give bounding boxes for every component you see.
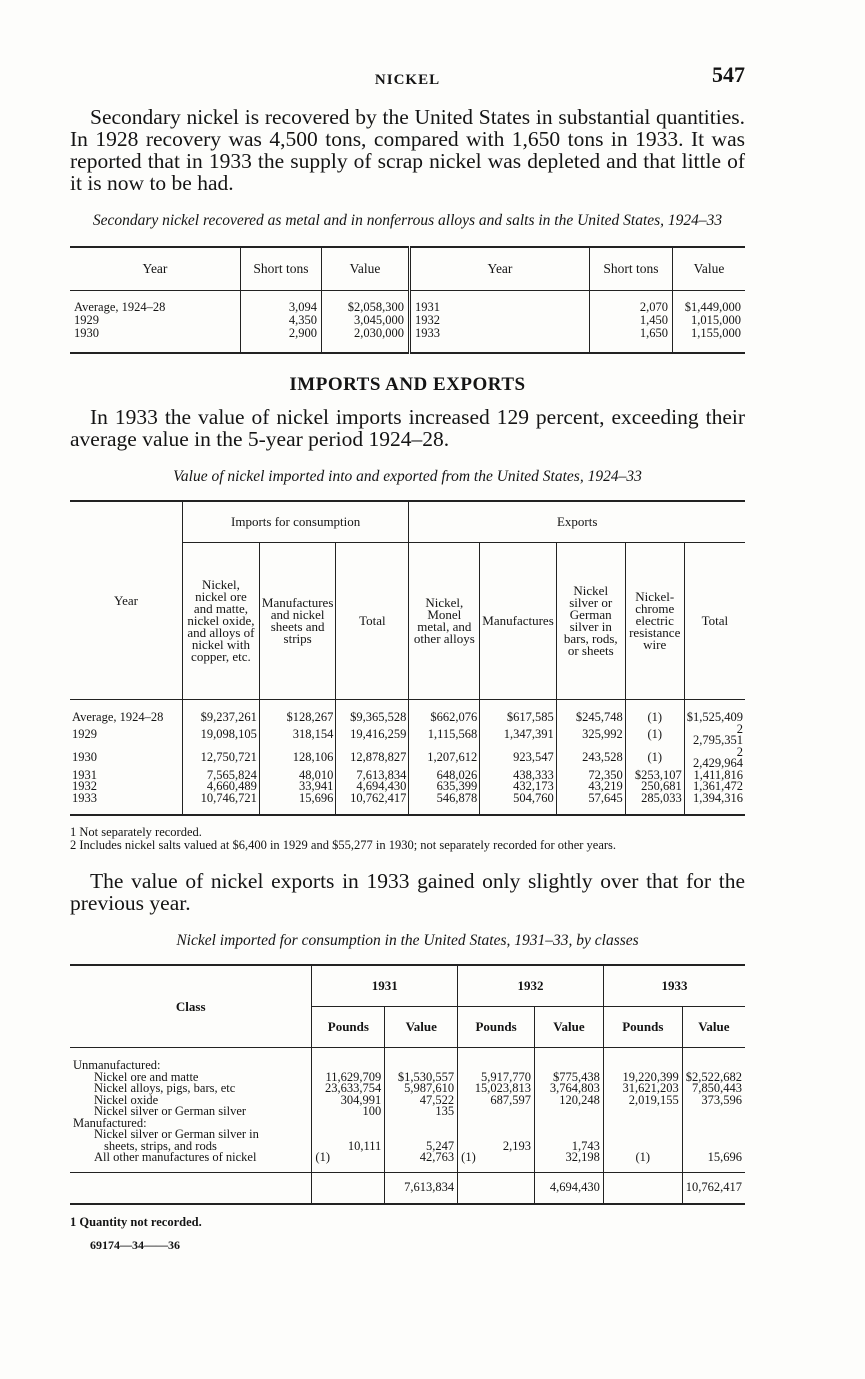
cell: 1930: [72, 750, 97, 765]
cell: 304,991: [312, 1095, 385, 1107]
cell: 4,350: [241, 314, 322, 327]
group-label: Unmanufactured:: [73, 1058, 161, 1072]
cell: 10,746,721: [182, 793, 259, 816]
cell: sheets, strips, and rods: [104, 1138, 217, 1153]
cell: $2,522,682: [682, 1072, 745, 1084]
cell: 250,681: [625, 781, 684, 793]
cell: 100: [312, 1106, 385, 1118]
table3-col-pounds: Pounds: [312, 1007, 385, 1048]
cell: 12,750,721: [182, 747, 259, 770]
cell: 19,098,105: [182, 724, 259, 747]
cell: 15,696: [259, 793, 335, 816]
table2-col-monel: Nickel, Monel metal, and other alloys: [409, 543, 480, 700]
table2-col-imp-total: Total: [336, 543, 409, 700]
cell: Nickel alloys, pigs, bars, etc: [94, 1081, 236, 1095]
cell: 2,019,155: [603, 1095, 682, 1107]
cell: 72,350: [556, 770, 625, 782]
cell: 1,347,391: [480, 724, 556, 747]
cell: 3,045,000: [322, 314, 410, 327]
footnote-1: 1 Not separately recorded.: [70, 825, 202, 839]
cell: 285,033: [625, 793, 684, 816]
cell: 373,596: [682, 1095, 745, 1107]
cell: 2,193: [458, 1141, 535, 1153]
cell: 10,111: [312, 1141, 385, 1153]
cell: 7,565,824: [182, 770, 259, 782]
page-number: 547: [712, 62, 745, 87]
table-row: [70, 1048, 745, 1072]
cell: Average, 1924–28: [72, 710, 164, 724]
table3-caption: Nickel imported for consumption in the United States, 1931–33, by classes: [176, 932, 639, 949]
cell: [458, 1106, 535, 1118]
table2-col-nickel-ore: Nickel, nickel ore and matte, nickel oxide, and alloys of nickel with copper, etc.: [182, 543, 259, 700]
cell: 5,987,610: [385, 1083, 458, 1095]
cell: 19,416,259: [336, 724, 409, 747]
table-row: [70, 1106, 745, 1118]
table1-col-tons: Short tons: [241, 247, 322, 291]
cell: 687,597: [458, 1095, 535, 1107]
table-row: [70, 327, 745, 353]
cell: 10,762,417: [336, 793, 409, 816]
cell: (1): [625, 700, 684, 724]
cell: 325,992: [556, 724, 625, 747]
section-heading: IMPORTS AND EXPORTS: [289, 374, 526, 395]
table2-group-exports: Exports: [409, 501, 745, 543]
table2-col-exp-total: Total: [684, 543, 745, 700]
cell: Nickel oxide: [94, 1092, 159, 1107]
cell: $1,449,000: [673, 291, 746, 315]
table-row: [70, 724, 745, 747]
table-row: [70, 1152, 745, 1172]
cell: (1): [625, 724, 684, 747]
table2-caption: Value of nickel imported into and exported from the United States, 1924–33: [173, 468, 642, 485]
table1-caption: Secondary nickel recovered as metal and in nonferrous alloys and salts in the United States, 1924–33: [92, 212, 723, 229]
cell: $128,267: [259, 700, 335, 724]
cell: [603, 1106, 682, 1118]
table3-year-1931: 1931: [312, 965, 458, 1007]
footnote-2: 2 Includes nickel salts valued at $6,400 in 1929 and $55,277 in 1930; not separately recorded for other years.: [70, 838, 617, 852]
cell: 3,764,803: [535, 1083, 604, 1095]
cell: 4,660,489: [182, 781, 259, 793]
cell: 635,399: [409, 781, 480, 793]
table2-group-imports: Imports for consumption: [182, 501, 408, 543]
cell: 438,333: [480, 770, 556, 782]
cell: 31,621,203: [603, 1083, 682, 1095]
cell: 1929: [74, 313, 99, 327]
cell: 2,070: [590, 291, 673, 315]
table-row: [70, 747, 745, 770]
cell: $9,365,528: [336, 700, 409, 724]
running-header: [70, 60, 745, 96]
cell: 648,026: [409, 770, 480, 782]
table3-col-value: Value: [682, 1007, 745, 1048]
cell: $9,237,261: [182, 700, 259, 724]
table3-col-pounds: Pounds: [458, 1007, 535, 1048]
cell: 7,613,834: [336, 770, 409, 782]
cell: 135: [385, 1106, 458, 1118]
cell: 15,023,813: [458, 1083, 535, 1095]
cell: 1,411,816: [684, 770, 745, 782]
cell: [535, 1106, 604, 1118]
cell: 318,154: [259, 724, 335, 747]
cell: 432,173: [480, 781, 556, 793]
total-1931: 7,613,834: [385, 1172, 458, 1204]
cell: (1): [625, 747, 684, 770]
cell: 128,106: [259, 747, 335, 770]
cell: (1): [603, 1152, 682, 1172]
secondary-nickel-table: [70, 246, 745, 354]
paragraph-exports: The value of nickel exports in 1933 gained only slightly over that for the previous year.: [70, 869, 745, 915]
table1-col-year: Year: [70, 247, 241, 291]
cell: Nickel silver or German silver: [94, 1104, 247, 1118]
table1-col-year2: Year: [410, 247, 590, 291]
table3-year-row: [70, 965, 745, 1007]
total-1933: 10,762,417: [682, 1172, 745, 1204]
cell: 2,900: [241, 327, 322, 353]
cell: 2 2,795,351: [684, 724, 745, 747]
table-row: [70, 700, 745, 724]
table1-col-value2: Value: [673, 247, 746, 291]
cell: 1,207,612: [409, 747, 480, 770]
table2-col-german-silver: Nickel silver or German silver in bars, rods, or sheets: [556, 543, 625, 700]
cell: 1,743: [535, 1141, 604, 1153]
cell: $2,058,300: [322, 291, 410, 315]
cell: 1,015,000: [673, 314, 746, 327]
cell: 1933: [72, 790, 97, 805]
cell: 3,094: [241, 291, 322, 315]
table2-col-resistance-wire: Nickel-chrome electric resistance wire: [625, 543, 684, 700]
paragraph-imports: In 1933 the value of nickel imports increased 129 percent, exceeding their average value in the 5-year period 1924–28.: [70, 405, 745, 451]
cell: $775,438: [535, 1072, 604, 1084]
print-code: 69174—34——36: [90, 1237, 180, 1252]
table3-footnote: 1 Quantity not recorded.: [70, 1214, 202, 1229]
table3-col-value: Value: [385, 1007, 458, 1048]
cell: (1): [312, 1152, 385, 1172]
page: [70, 60, 745, 1253]
totals-row: [70, 1172, 745, 1204]
cell: 1929: [72, 727, 97, 742]
table2-group-row: [70, 501, 745, 543]
running-title: NICKEL: [374, 72, 441, 88]
cell: 923,547: [480, 747, 556, 770]
cell: 1,115,568: [409, 724, 480, 747]
cell: $617,585: [480, 700, 556, 724]
cell: 4,694,430: [336, 781, 409, 793]
cell: 1,650: [590, 327, 673, 353]
cell: 15,696: [682, 1152, 745, 1172]
cell: Average, 1924–28: [74, 300, 166, 314]
cell: 2 2,429,964: [684, 747, 745, 770]
table3-col-pounds: Pounds: [603, 1007, 682, 1048]
cell: 546,878: [409, 793, 480, 816]
cell: $1,530,557: [385, 1072, 458, 1084]
cell: 42,763: [385, 1152, 458, 1172]
cell: 5,247: [385, 1141, 458, 1153]
table3-col-class: Class: [70, 965, 312, 1048]
cell: 48,010: [259, 770, 335, 782]
cell: 11,629,709: [312, 1072, 385, 1084]
cell: $253,107: [625, 770, 684, 782]
table3-year-1932: 1932: [458, 965, 604, 1007]
cell: 1,394,316: [684, 793, 745, 816]
cell: Nickel ore and matte: [94, 1069, 199, 1084]
cell: 1932: [410, 314, 590, 327]
cell: 5,917,770: [458, 1072, 535, 1084]
cell: (1): [458, 1152, 535, 1172]
table1-col-value: Value: [322, 247, 410, 291]
cell: 32,198: [535, 1152, 604, 1172]
cell: 1,361,472: [684, 781, 745, 793]
table2-footnotes: [70, 826, 745, 852]
table1-col-tons2: Short tons: [590, 247, 673, 291]
cell: 47,522: [385, 1095, 458, 1107]
cell: 2,030,000: [322, 327, 410, 353]
table-row: [70, 291, 745, 315]
cell: 23,633,754: [312, 1083, 385, 1095]
cell: 1,155,000: [673, 327, 746, 353]
cell: 7,850,443: [682, 1083, 745, 1095]
imports-exports-table: [70, 500, 745, 816]
cell: 33,941: [259, 781, 335, 793]
cell: [682, 1106, 745, 1118]
cell: $245,748: [556, 700, 625, 724]
cell: 1930: [74, 326, 99, 340]
cell: 12,878,827: [336, 747, 409, 770]
cell: 504,760: [480, 793, 556, 816]
total-1932: 4,694,430: [535, 1172, 604, 1204]
table1-header-row: [70, 247, 745, 291]
cell: 1933: [410, 327, 590, 353]
table3-year-1933: 1933: [603, 965, 745, 1007]
cell: 1,450: [590, 314, 673, 327]
table2-col-imp-manufactures: Manufactures and nickel sheets and strips: [259, 543, 335, 700]
cell: 1932: [72, 779, 97, 793]
cell: 1931: [410, 291, 590, 315]
table2-col-year: Year: [70, 501, 182, 700]
cell: All other manufactures of nickel: [70, 1152, 312, 1172]
cell: Nickel silver or German silver in: [94, 1127, 259, 1141]
cell: 243,528: [556, 747, 625, 770]
cell: 1931: [72, 767, 97, 782]
table3-col-value: Value: [535, 1007, 604, 1048]
imports-by-class-table: [70, 964, 745, 1205]
cell: $1,525,409: [684, 700, 745, 724]
cell: 43,219: [556, 781, 625, 793]
table2-col-exp-manufactures: Manufactures: [480, 543, 556, 700]
group-label: Manufactured:: [73, 1115, 147, 1130]
paragraph-secondary-nickel: Secondary nickel is recovered by the United States in substantial quantities. In 1928 recovery was 4,500 tons, compared with 1,650 tons in 1933. It was reported that in 1933 the supply of scrap nickel was depleted and that little of it is now to be had.: [70, 105, 745, 195]
cell: $662,076: [409, 700, 480, 724]
table-row: [70, 793, 745, 816]
cell: 57,645: [556, 793, 625, 816]
cell: 19,220,399: [603, 1072, 682, 1084]
cell: 120,248: [535, 1095, 604, 1107]
